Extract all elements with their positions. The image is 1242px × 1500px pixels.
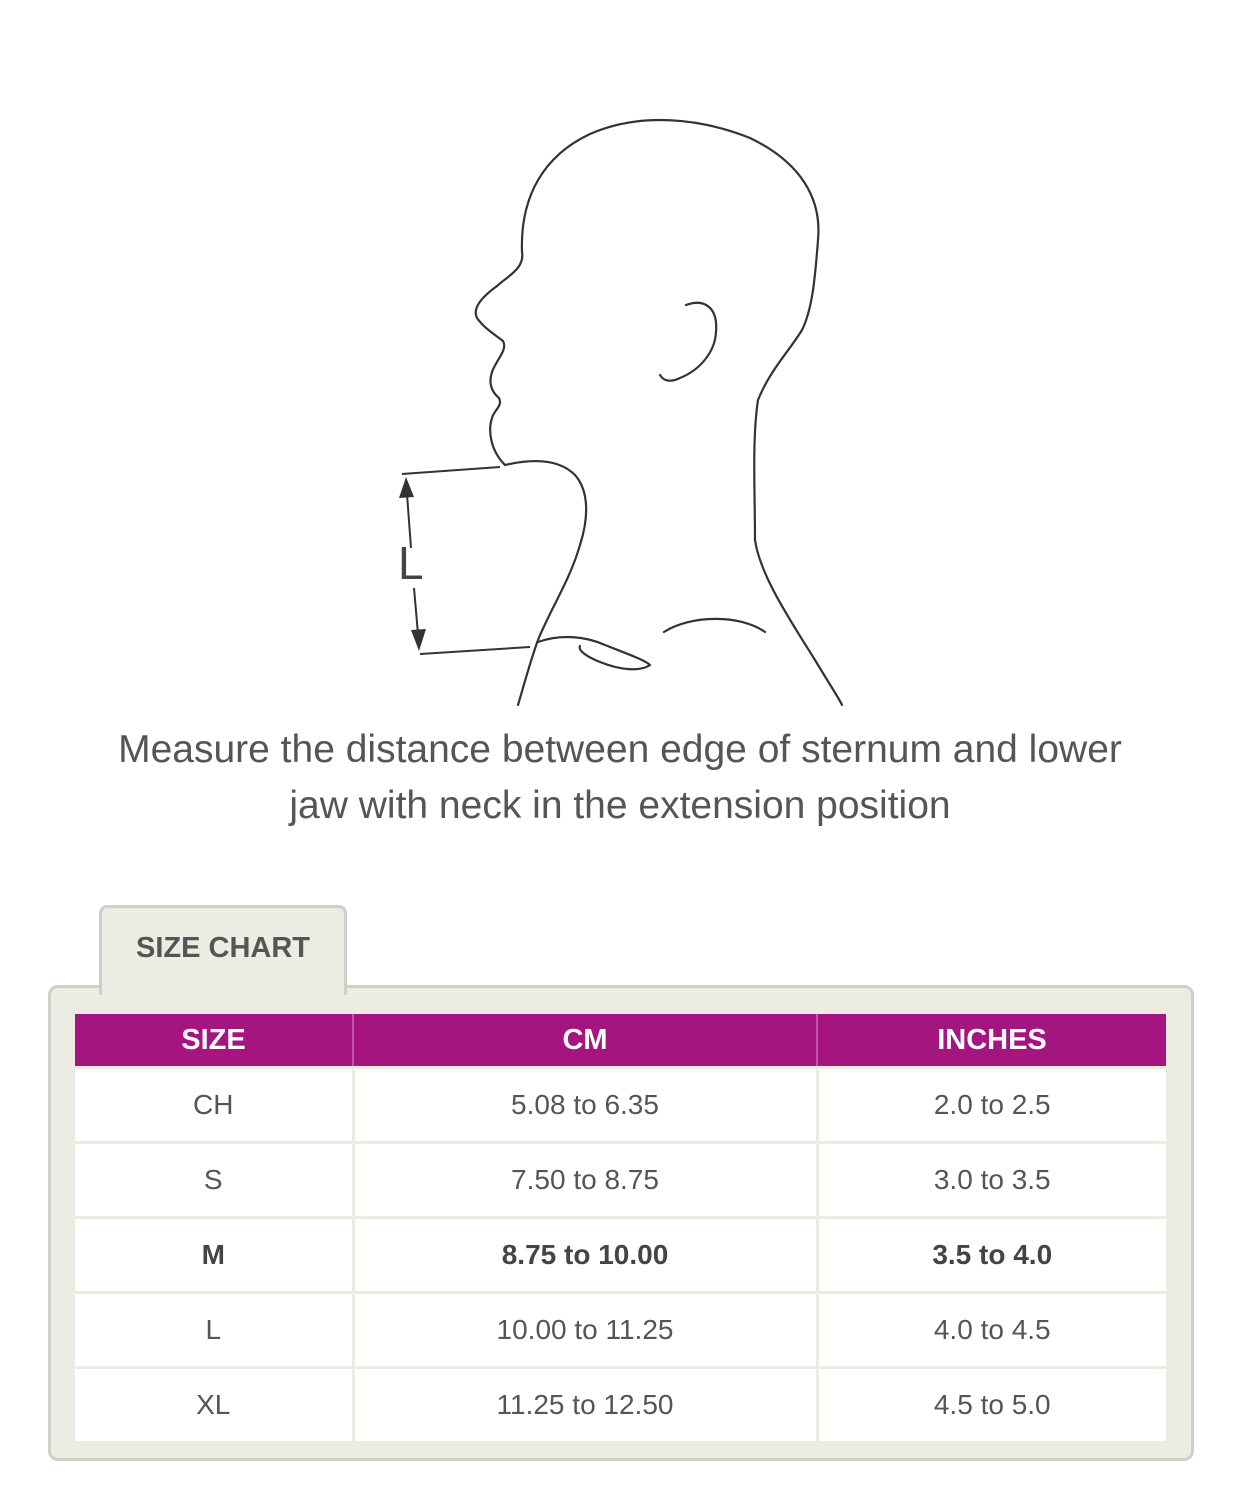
shoulder-outline — [664, 619, 765, 632]
caption-line-2: jaw with neck in the extension position — [289, 784, 951, 827]
table-row — [75, 1143, 1166, 1218]
size-cell: S — [75, 1143, 353, 1218]
inches-cell: 3.0 to 3.5 — [817, 1143, 1166, 1218]
jaw-reference-line — [402, 467, 500, 474]
size-cell: XL — [75, 1368, 353, 1442]
column-header-inches: INCHES — [817, 1014, 1166, 1068]
table-row — [75, 1068, 1166, 1143]
cm-cell: 8.75 to 10.00 — [353, 1218, 817, 1293]
caption-line-1: Measure the distance between edge of sternum and lower — [118, 728, 1122, 771]
clavicle-outline — [538, 637, 650, 669]
measurement-instructions — [60, 722, 1180, 834]
ear-outline — [660, 303, 716, 381]
cm-cell: 10.00 to 11.25 — [353, 1293, 817, 1368]
table-row — [75, 1293, 1166, 1368]
inches-cell: 4.5 to 5.0 — [817, 1368, 1166, 1442]
neck-front-outline — [505, 461, 586, 705]
inches-cell: 3.5 to 4.0 — [817, 1218, 1166, 1293]
table-row — [75, 1368, 1166, 1442]
size-cell: CH — [75, 1068, 353, 1143]
measurement-label: L — [398, 537, 424, 589]
size-chart-table — [75, 1014, 1166, 1441]
cm-cell: 7.50 to 8.75 — [353, 1143, 817, 1218]
inches-cell: 4.0 to 4.5 — [817, 1293, 1166, 1368]
column-header-size: SIZE — [75, 1014, 353, 1068]
table-header-row — [75, 1014, 1166, 1068]
column-header-cm: CM — [353, 1014, 817, 1068]
inches-cell: 2.0 to 2.5 — [817, 1068, 1166, 1143]
sternum-reference-line — [420, 647, 530, 654]
size-chart-tab[interactable] — [99, 905, 347, 995]
size-cell: M — [75, 1218, 353, 1293]
arrow-down-icon — [411, 629, 426, 651]
neck-measurement-illustration — [0, 0, 1242, 720]
size-chart-tab-label: SIZE CHART — [136, 932, 310, 964]
measure-arrow-lower-shaft — [414, 588, 418, 634]
cm-cell: 11.25 to 12.50 — [353, 1368, 817, 1442]
arrow-up-icon — [399, 477, 414, 498]
table-row — [75, 1218, 1166, 1293]
head-profile-diagram — [0, 0, 1242, 720]
cm-cell: 5.08 to 6.35 — [353, 1068, 817, 1143]
head-outline — [476, 120, 842, 705]
size-cell: L — [75, 1293, 353, 1368]
